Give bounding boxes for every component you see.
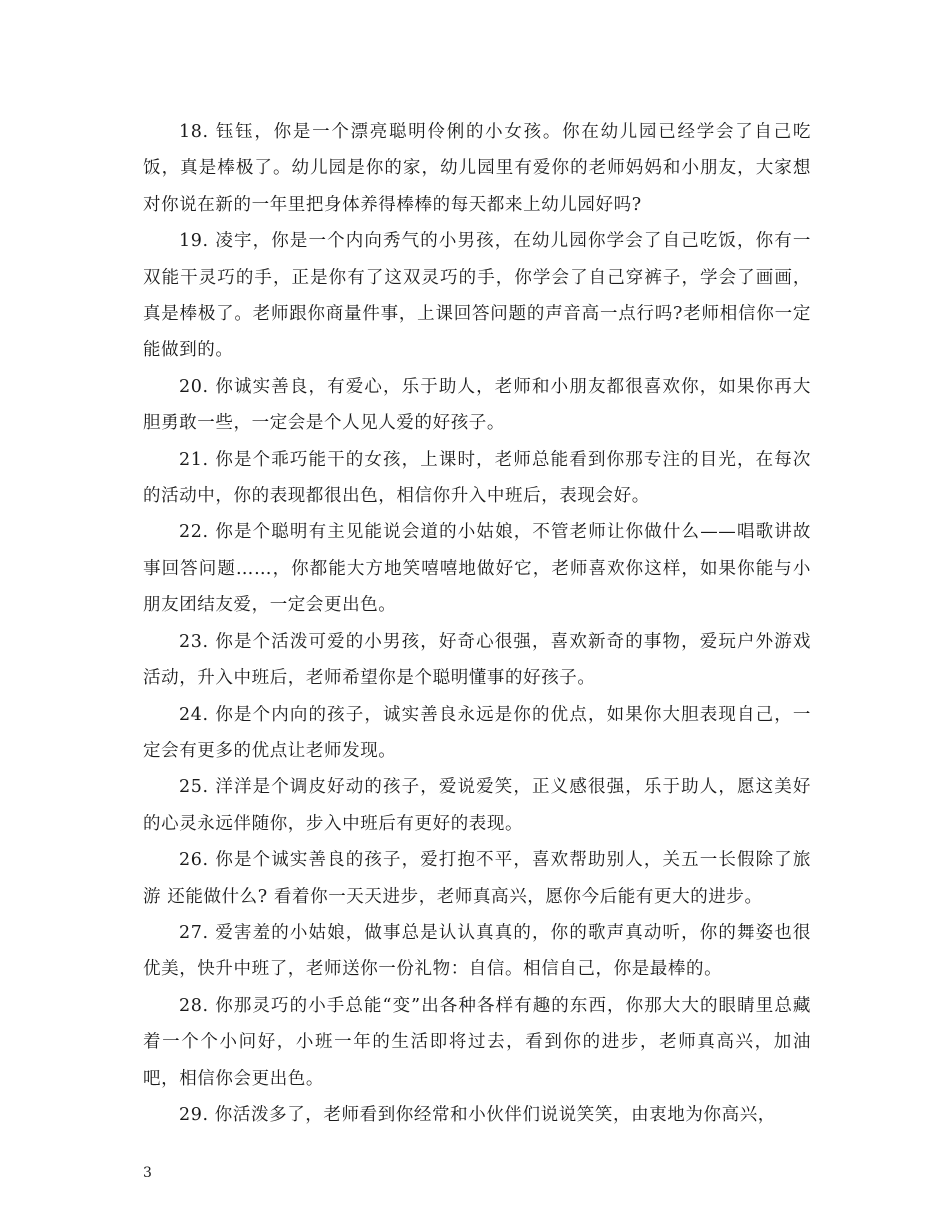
paragraph-19: 19. 凌宇，你是一个内向秀气的小男孩，在幼儿园你学会了自己吃饭，你有一双能干灵巧的手，正是你有了这双灵巧的手，你学会了自己穿裤子，学会了画画，真是棒极了。老师跟你商量件事，上课回答问题的声音高一点行吗?老师相信你一定能做到的。 <box>143 231 811 361</box>
paragraph-20: 20. 你诚实善良，有爱心，乐于助人，老师和小朋友都很喜欢你，如果你再大胆勇敢一些，一定会是个人见人爱的好孩子。 <box>143 376 811 434</box>
paragraph-18: 18. 钰钰，你是一个漂亮聪明伶俐的小女孩。你在幼儿园已经学会了自己吃饭，真是棒极了。幼儿园是你的家，幼儿园里有爱你的老师妈妈和小朋友，大家想对你说在新的一年里把身体养得棒棒的每天都来上幼儿园好吗? <box>143 122 811 215</box>
paragraph-22: 22. 你是个聪明有主见能说会道的小姑娘，不管老师让你做什么——唱歌讲故事回答问题……，你都能大方地笑嘻嘻地做好它，老师喜欢你这样，如果你能与小朋友团结友爱，一定会更出色。 <box>143 522 811 616</box>
paragraph-28: 28. 你那灵巧的小手总能“变”出各种各样有趣的东西，你那大大的眼睛里总藏着一个个小问好，小班一年的生活即将过去，看到你的进步，老师真高兴，加油吧，相信你会更出色。 <box>143 995 811 1089</box>
paragraph-26: 26. 你是个诚实善良的孩子，爱打抱不平，喜欢帮助别人，关五一长假除了旅游 还能做什么? 看着你一天天进步，老师真高兴，愿你今后能有更大的进步。 <box>143 850 811 907</box>
paragraph-21: 21. 你是个乖巧能干的女孩，上课时，老师总能看到你那专注的目光，在每次的活动中，你的表现都很出色，相信你升入中班后，表现会好。 <box>143 449 811 507</box>
paragraph-27: 27. 爱害羞的小姑娘，做事总是认认真真的，你的歌声真动听，你的舞姿也很优美，快升中班了，老师送你一份礼物：自信。相信自己，你是最棒的。 <box>143 922 811 980</box>
paragraph-25: 25. 洋洋是个调皮好动的孩子，爱说爱笑，正义感很强，乐于助人，愿这美好的心灵永远伴随你，步入中班后有更好的表现。 <box>143 777 811 834</box>
page-number: 3 <box>143 1165 152 1181</box>
paragraph-24: 24. 你是个内向的孩子，诚实善良永远是你的优点，如果你大胆表现自己，一定会有更多的优点让老师发现。 <box>143 704 811 761</box>
document-body <box>143 114 811 1133</box>
paragraph-23: 23. 你是个活泼可爱的小男孩，好奇心很强，喜欢新奇的事物，爱玩户外游戏活动，升入中班后，老师希望你是个聪明懂事的好孩子。 <box>143 631 811 689</box>
paragraph-29: 29. 你活泼多了，老师看到你经常和小伙伴们说说笑笑，由衷地为你高兴， <box>179 1104 776 1125</box>
